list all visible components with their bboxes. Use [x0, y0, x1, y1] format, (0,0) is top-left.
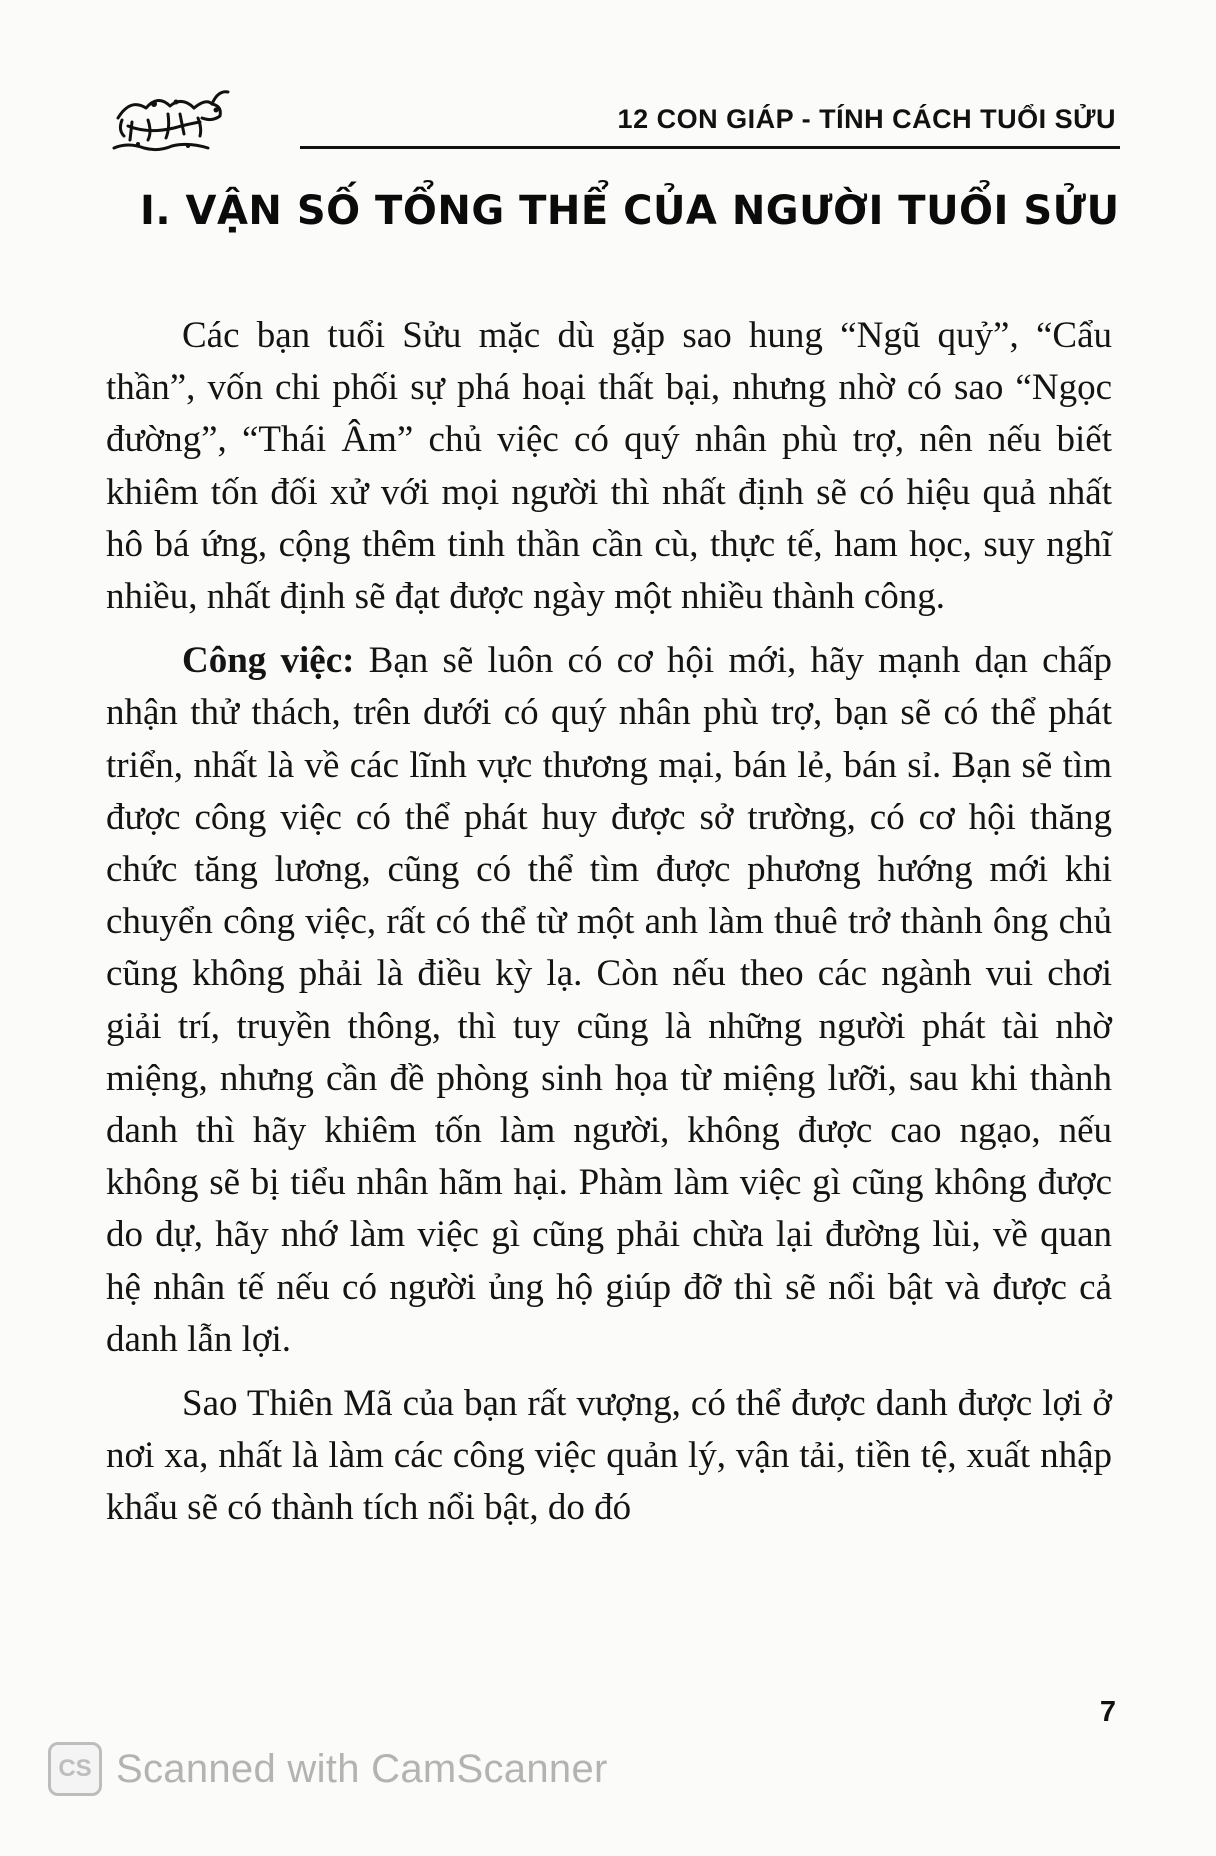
paragraph-thien-ma: [106, 1378, 1112, 1535]
paragraph-lead-in: Công việc:: [182, 640, 355, 682]
paragraph-intro: [106, 310, 1112, 623]
watermark-text: Scanned with CamScanner: [116, 1746, 608, 1791]
paragraph-text: Bạn sẽ luôn có cơ hội mới, hãy mạnh dạn chấp nhận thử thách, trên dưới có quý nhân phù trợ, bạn sẽ có thể phát triển, nhất là về các lĩnh vực thương mại, bán lẻ, bán sỉ. Bạn sẽ tìm được công việc có thể phát huy được sở trường, có cơ hội thăng chức tăng lương, cũng có thể tìm được phương hướng mới khi chuyển công việc, rất có thể từ một anh làm thuê trở thành ông chủ cũng không phải là điều kỳ lạ. Còn nếu theo các ngành vui chơi giải trí, truyền thông, thì tuy cũng là những người phát tài nhờ miệng, nhưng cần đề phòng sinh họa từ miệng lưỡi, sau khi thành danh thì hãy khiêm tốn làm người, không được cao ngạo, nếu không sẽ bị tiểu nhân hãm hại. Phàm làm việc gì cũng không được do dự, hãy nhớ làm việc gì cũng phải chừa lại đường lùi, về quan hệ nhân tế nếu có người ủng hộ giúp đỡ thì sẽ nổi bật và được cả danh lẫn lợi.: [106, 640, 1112, 1360]
page-number: 7: [1099, 1696, 1116, 1728]
header-rule: [300, 146, 1120, 149]
paragraph-career: [106, 635, 1112, 1366]
chapter-title: I. VẬN SỐ TỔNG THỂ CỦA NGƯỜI TUỔI SỬU: [140, 188, 1120, 234]
camscanner-watermark: [48, 1742, 608, 1796]
paragraph-text: Sao Thiên Mã của bạn rất vượng, có thể được danh được lợi ở nơi xa, nhất là làm các công việc quản lý, vận tải, tiền tệ, xuất nhập khẩu sẽ có thành tích nổi bật, do đó: [106, 1383, 1112, 1529]
paragraph-text: Các bạn tuổi Sửu mặc dù gặp sao hung “Ngũ quỷ”, “Cẩu thần”, vốn chi phối sự phá hoại thất bại, nhưng nhờ có sao “Ngọc đường”, “Thái Âm” chủ việc có quý nhân phù trợ, nên nếu biết khiêm tốn đối xử với mọi người thì nhất định sẽ có hiệu quả nhất hô bá ứng, cộng thêm tinh thần cần cù, thực tế, ham học, suy nghĩ nhiều, nhất định sẽ đạt được ngày một nhiều thành công.: [106, 315, 1112, 618]
body-text: [106, 310, 1112, 1547]
camscanner-logo-icon: CS: [48, 1742, 102, 1796]
running-header-title: 12 CON GIÁP - TÍNH CÁCH TUỔI SỬU: [617, 104, 1116, 134]
buffalo-sketch-icon: [108, 78, 238, 158]
